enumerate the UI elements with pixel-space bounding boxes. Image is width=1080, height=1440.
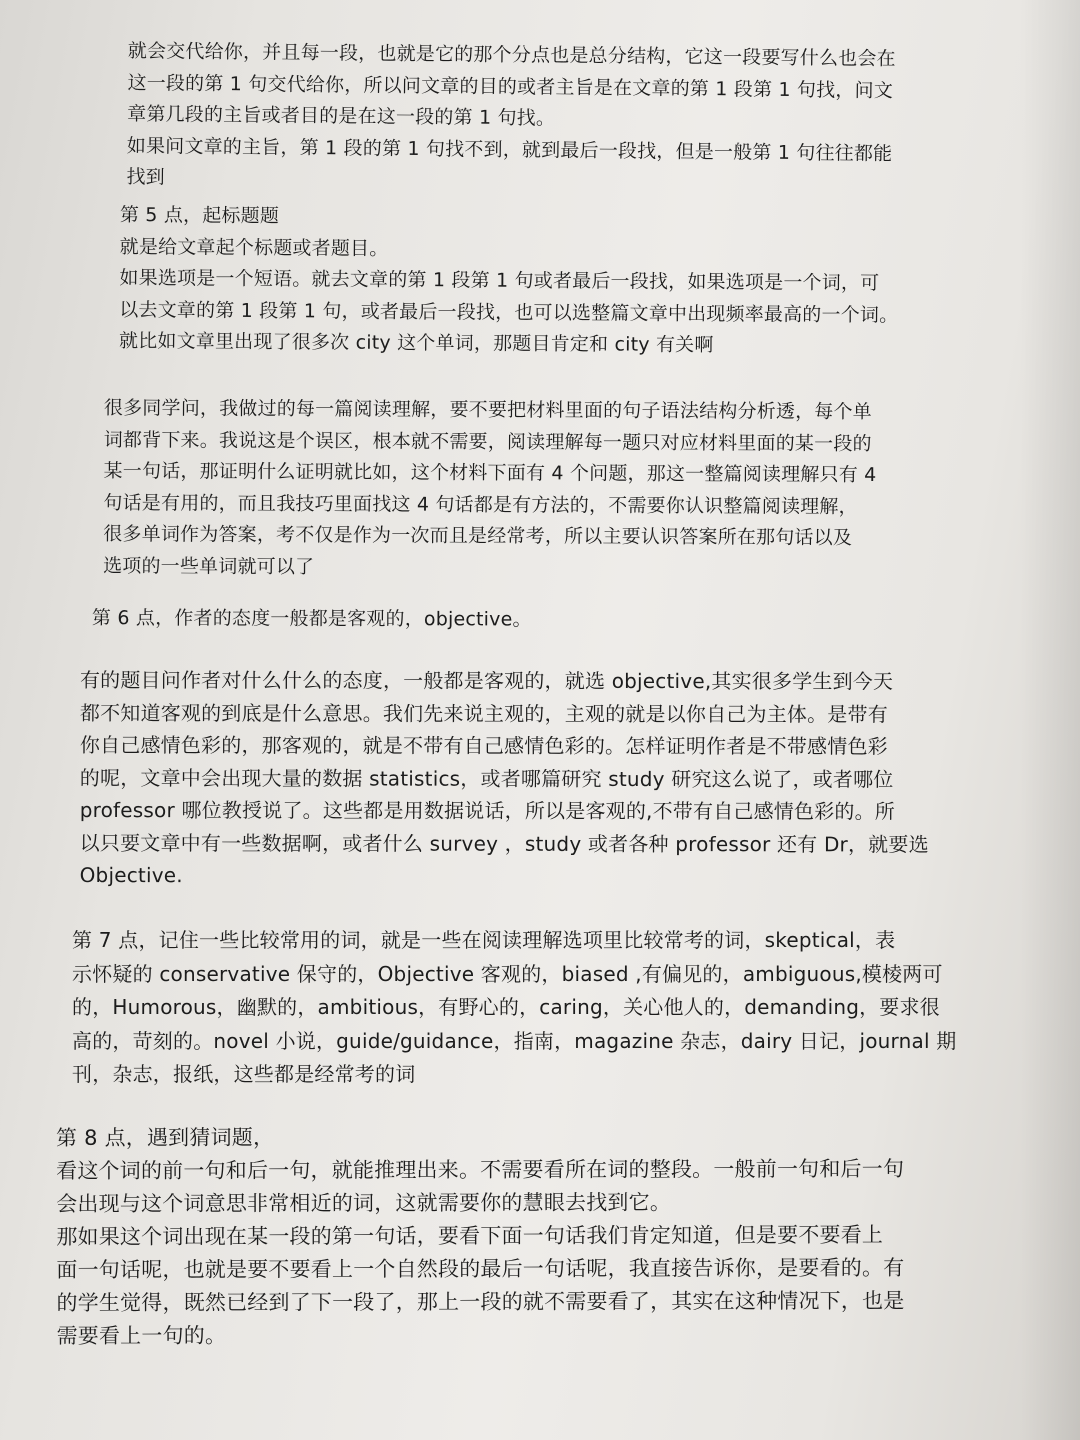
text-line: 都不知道客观的到底是什么意思。我们先来说主观的，主观的就是以你自己为主体。是带有	[79, 700, 888, 726]
text-line: 选项的一些单词就可以了	[103, 554, 315, 578]
text-line: 很多同学问，我做过的每一篇阅读理解，要不要把材料里面的句子语法结构分析透，每个单	[103, 396, 872, 424]
text-line: 某一句话，那证明什么证明就比如，这个材料下面有 4 个问题，那这一整篇阅读理解只有 4	[103, 459, 877, 487]
text-line: 你自己感情色彩的，那客观的，就是不带有自己感情色彩的。怎样证明作者是不带感情色彩	[79, 732, 888, 759]
text-line: 的呢，文章中会出现大量的数据 statistics，或者哪篇研究 study 研究这么说了，或者哪位	[79, 765, 894, 791]
section-point-5-title-question	[119, 200, 899, 363]
text-line: 以只要文章中有一些数据啊，或者什么 survey ，study 或者各种 professor 还有 Dr，就要选	[79, 830, 929, 856]
text-line: 高的，苛刻的。novel 小说，guide/guidance，指南，magazine 杂志，dairy 日记，journal 期	[72, 1028, 957, 1053]
text-line: 就会交代给你，并且每一段，也就是它的那个分点也是总分结构，它这一段要写什么也会在	[127, 39, 896, 71]
paragraph-objective-attitude	[80, 664, 929, 893]
paragraph-misconception	[103, 393, 877, 586]
text-line: 以去文章的第 1 段第 1 句，或者最后一段找，也可以选整篇文章中出现频率最高的一个词。	[119, 298, 899, 326]
text-line: 很多单词作为答案，考不仅是作为一次而且是经常考，所以主要认识答案所在那句话以及	[103, 522, 853, 549]
text-line: 刊，杂志，报纸，这些都是经常考的词	[72, 1062, 416, 1086]
text-line: 的学生觉得，既然已经到了下一段了，那上一段的就不需要看了，其实在这种情况下，也是	[56, 1288, 905, 1315]
text-line: 如果问文章的主旨，第 1 段的第 1 句找不到，就到最后一段找，但是一般第 1 句往往都能	[126, 134, 893, 165]
section-point-8-guess-word	[56, 1120, 905, 1353]
text-line: 需要看上一句的。	[56, 1323, 227, 1348]
section-heading: 第 8 点，遇到猜词题，	[56, 1125, 275, 1150]
text-line: 词都背下来。我说这是个误区，根本就不需要，阅读理解每一题只对应材料里面的某一段的	[103, 428, 872, 455]
text-line: 会出现与这个词意思非常相近的词，这就需要你的慧眼去找到它。	[56, 1190, 672, 1216]
text-line: professor 哪位教授说了。这些都是用数据说话，所以是客观的,不带有自己感情色彩的。所	[79, 797, 896, 824]
text-line: 看这个词的前一句和后一句，就能推理出来。不需要看所在词的整段。一般前一句和后一句	[56, 1156, 905, 1183]
paragraph-main-idea	[126, 36, 896, 202]
text-line: 示怀疑的 conservative 保守的，Objective 客观的，biased ,有偏见的，ambiguous,模棱两可	[72, 961, 943, 986]
text-line: Objective.	[79, 862, 183, 888]
text-line: 那如果这个词出现在某一段的第一句话，要看下面一句话我们肯定知道，但是要不要看上	[56, 1222, 884, 1249]
text-line: 句话是有用的，而且我技巧里面找这 4 句话都是有方法的，不需要你认识整篇阅读理解，	[103, 491, 858, 518]
section-point-6-heading	[92, 603, 532, 636]
text-line: 找到	[126, 165, 166, 189]
text-line: 面一句话呢，也就是要不要看上一个自然段的最后一句话呢，我直接告诉你，是要看的。有	[56, 1255, 905, 1282]
text-line: 章第几段的主旨或者目的是在这一段的第 1 句找。	[127, 102, 556, 130]
section-heading: 第 6 点，作者的态度一般都是客观的，objective。	[91, 607, 532, 631]
text-line: 如果选项是一个短语。就去文章的第 1 段第 1 句或者最后一段找，如果选项是一个词，可	[119, 266, 880, 295]
page-edge-shadow	[1020, 0, 1080, 1440]
text-line: 的，Humorous，幽默的，ambitious，有野心的，caring，关心他人的，demanding，要求很	[72, 995, 940, 1019]
text-line: 就比如文章里出现了很多次 city 这个单词，那题目肯定和 city 有关啊	[118, 329, 714, 357]
section-heading: 第 5 点，起标题题	[119, 203, 280, 228]
text-line: 这一段的第 1 句交代给你，所以问文章的目的或者主旨是在文章的第 1 段第 1 句找，问文	[127, 71, 894, 102]
text-line: 就是给文章起个标题或者题目。	[119, 235, 389, 260]
section-point-7-vocabulary	[72, 924, 956, 1092]
text-line: 有的题目问作者对什么什么的态度，一般都是客观的，就选 objective,其实很多学生到今天	[79, 668, 894, 694]
section-heading: 第 7 点，记住一些比较常用的词，就是一些在阅读理解选项里比较常考的词，skeptical，表	[72, 928, 896, 952]
